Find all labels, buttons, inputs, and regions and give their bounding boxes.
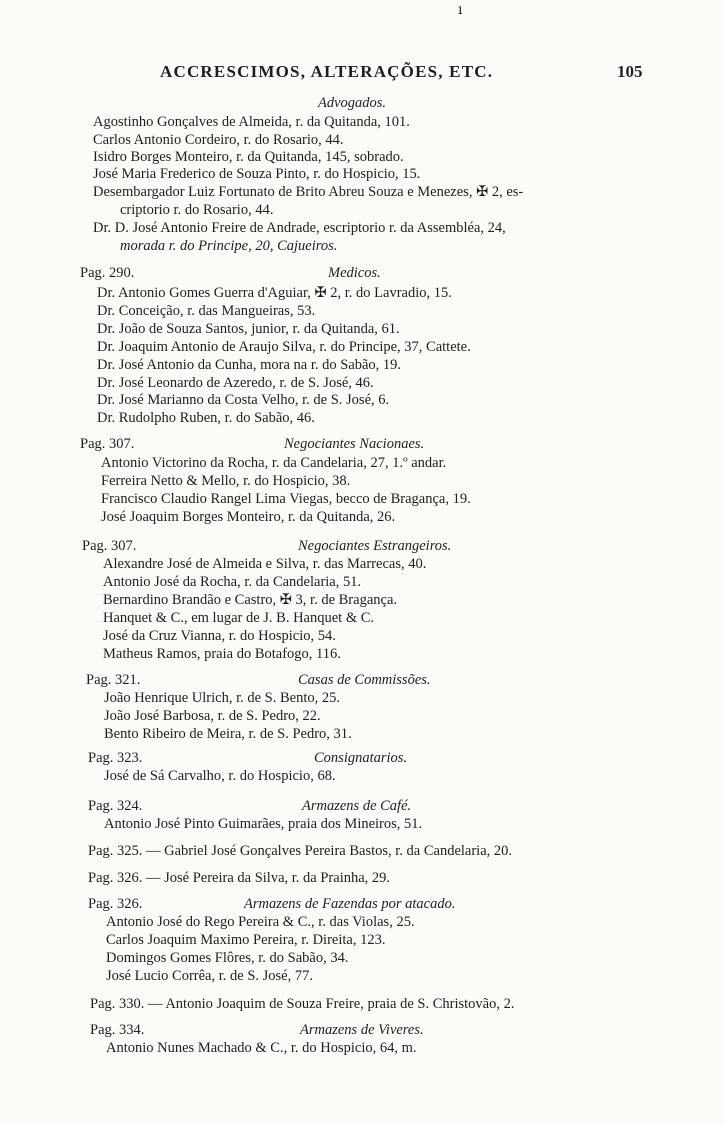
list-item: Hanquet & C., em lugar de J. B. Hanquet & C. [103, 610, 375, 626]
heading-casas-de-commissoes: Casas de Commissões. [298, 672, 431, 688]
list-item: Carlos Antonio Cordeiro, r. do Rosario, 44. [93, 132, 344, 148]
list-item: José da Cruz Vianna, r. do Hospicio, 54. [103, 628, 336, 644]
list-item: João José Barbosa, r. de S. Pedro, 22. [104, 708, 321, 724]
list-item: Dr. Rudolpho Ruben, r. do Sabão, 46. [97, 410, 315, 426]
list-item: Pag. 330. — Antonio Joaquim de Souza Freire, praia de S. Christovão, 2. [90, 996, 515, 1012]
list-item: João Henrique Ulrich, r. de S. Bento, 25. [104, 690, 340, 706]
list-item: morada r. do Principe, 20, Cajueiros. [120, 238, 338, 254]
top-mark: ı [458, 2, 463, 18]
heading-armazens-de-fazendas: Armazens de Fazendas por atacado. [244, 896, 456, 912]
list-item: Alexandre José de Almeida e Silva, r. das Marrecas, 40. [103, 556, 427, 572]
heading-negociantes-estrangeiros: Negociantes Estrangeiros. [298, 538, 452, 554]
list-item: Desembargador Luiz Fortunato de Brito Abreu Souza e Menezes, ✠ 2, es- [93, 184, 524, 200]
heading-consignatarios: Consignatarios. [314, 750, 408, 766]
list-item: Dr. Antonio Gomes Guerra d'Aguiar, ✠ 2, r. do Lavradio, 15. [97, 285, 452, 301]
page-ref: Pag. 324. [88, 798, 143, 814]
heading-armazens-de-viveres: Armazens de Viveres. [300, 1022, 424, 1038]
list-item: Dr. José Marianno da Costa Velho, r. de S. José, 6. [97, 392, 390, 408]
list-item: criptorio r. do Rosario, 44. [120, 202, 274, 218]
list-item: Dr. José Leonardo de Azeredo, r. de S. José, 46. [97, 375, 374, 391]
page-number: 105 [617, 62, 643, 81]
list-item: José Lucio Corrêa, r. de S. José, 77. [106, 968, 313, 984]
list-item: Francisco Claudio Rangel Lima Viegas, becco de Bragança, 19. [101, 491, 471, 507]
list-item: Bernardino Brandão e Castro, ✠ 3, r. de Bragança. [103, 592, 398, 608]
list-item: Pag. 326. — José Pereira da Silva, r. da Prainha, 29. [88, 870, 391, 886]
list-item: Ferreira Netto & Mello, r. do Hospicio, 38. [101, 473, 351, 489]
heading-advogados: Advogados. [318, 95, 387, 111]
heading-medicos: Medicos. [328, 265, 381, 281]
page-ref: Pag. 334. [90, 1022, 145, 1038]
heading-armazens-de-cafe: Armazens de Café. [302, 798, 412, 814]
page-ref: Pag. 290. [80, 265, 135, 281]
list-item: Antonio José da Rocha, r. da Candelaria, 51. [103, 574, 362, 590]
list-item: Dr. João de Souza Santos, junior, r. da Quitanda, 61. [97, 321, 400, 337]
list-item: Dr. D. José Antonio Freire de Andrade, escriptorio r. da Assembléa, 24, [93, 220, 506, 236]
page-ref: Pag. 323. [88, 750, 143, 766]
list-item: Antonio José do Rego Pereira & C., r. das Violas, 25. [106, 914, 415, 930]
list-item: Dr. José Antonio da Cunha, mora na r. do Sabão, 19. [97, 357, 402, 373]
list-item: José Joaquim Borges Monteiro, r. da Quitanda, 26. [101, 509, 396, 525]
page-header-title: ACCRESCIMOS, ALTERAÇÕES, ETC. [160, 62, 494, 81]
heading-negociantes-nacionaes: Negociantes Nacionaes. [284, 436, 425, 452]
list-item: Carlos Joaquim Maximo Pereira, r. Direita, 123. [106, 932, 386, 948]
page-ref: Pag. 326. [88, 896, 143, 912]
list-item: José de Sá Carvalho, r. do Hospicio, 68. [104, 768, 336, 784]
list-item: Antonio Nunes Machado & C., r. do Hospicio, 64, m. [106, 1040, 417, 1056]
page-ref: Pag. 307. [80, 436, 135, 452]
list-item: José Maria Frederico de Souza Pinto, r. do Hospicio, 15. [93, 166, 421, 182]
list-item: Antonio Victorino da Rocha, r. da Candelaria, 27, 1.º andar. [101, 455, 447, 471]
list-item: Dr. Conceição, r. das Mangueiras, 53. [97, 303, 316, 319]
list-item: Matheus Ramos, praia do Botafogo, 116. [103, 646, 341, 662]
list-item: Bento Ribeiro de Meira, r. de S. Pedro, 31. [104, 726, 352, 742]
list-item: Pag. 325. — Gabriel José Gonçalves Pereira Bastos, r. da Candelaria, 20. [88, 843, 513, 859]
list-item: Dr. Joaquim Antonio de Araujo Silva, r. do Principe, 37, Cattete. [97, 339, 471, 355]
list-item: Domingos Gomes Flôres, r. do Sabão, 34. [106, 950, 349, 966]
list-item: Agostinho Gonçalves de Almeida, r. da Quitanda, 101. [93, 114, 410, 130]
list-item: Isidro Borges Monteiro, r. da Quitanda, 145, sobrado. [93, 149, 404, 165]
page-ref: Pag. 321. [86, 672, 141, 688]
list-item: Antonio José Pinto Guimarães, praia dos Mineiros, 51. [104, 816, 423, 832]
page-ref: Pag. 307. [82, 538, 137, 554]
